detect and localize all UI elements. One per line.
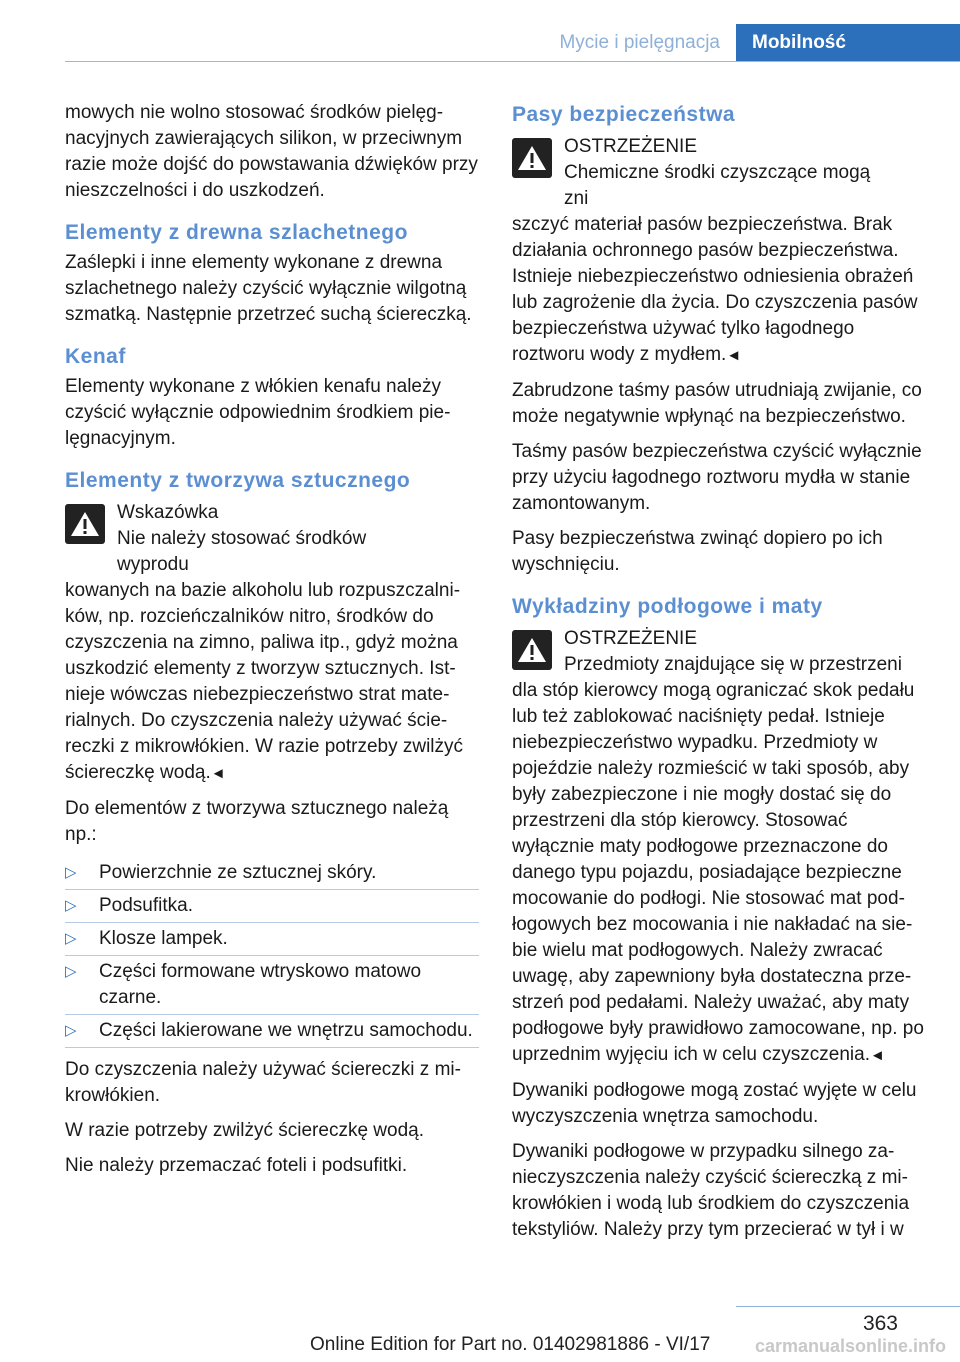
left-column bbox=[65, 100, 479, 1188]
mats-paragraph-1: Dywaniki podłogowe mogą zostać wyjęte w celu wyczyszczenia wnętrza samochodu. bbox=[512, 1080, 917, 1127]
intro-paragraph: mowych nie wolno stosować środków pielęgnacyjnych zawierających silikon, w przeciwnym razie może dojść do powstawania dźwięków przy nieszczelności i do uszkodzeń. bbox=[65, 102, 478, 201]
section-tab[interactable]: Mycie i pielęgnacja bbox=[559, 32, 720, 53]
right-column bbox=[512, 100, 928, 1252]
belts-paragraph-2: Taśmy pasów bezpieczeństwa czyścić wyłącznie przy użyciu łagodnego roztworu mydła w stanie zamontowanym. bbox=[512, 441, 922, 514]
warning-text: dla stóp kierowcy mogą ograniczać skok pedału lub też zablokować naciśnięty pedał. Istnieje niebezpieczeństwo wypadku. Przedmioty w pojeździe należy rozmieścić w taki sposób, aby były zabezpieczone i nie mogły dostać się do przestrzeni dla stóp kierowcy. Stosować wyłącznie maty podłogowe przeznaczone do danego typu pojazdu, posiadające bezpieczne mocowanie do podłogi. Nie stosować mat podłogowych bez mocowania i nie nakładać na siebie wielu mat podłogowych. Należy zwracać uwagę, aby zapewniony była dostateczna przestrzeń pod pedałami. Należy uważać, aby maty podłogowe były prawidłowo zamocowane, np. po uprzednim wyjęciu ich w celu czyszczenia. bbox=[512, 680, 924, 1065]
belts-paragraph-3: Pasy bezpieczeństwa zwinąć dopiero po ich wyschnięciu. bbox=[512, 528, 883, 575]
list-item: ▷ Części formowane wtryskowo matowo czarne. bbox=[65, 956, 479, 1015]
warning-triangle-icon bbox=[65, 504, 105, 544]
plastic-list-intro: Do elementów z tworzywa sztucznego należą np.: bbox=[65, 798, 449, 845]
list-item: ▷ Podsufitka. bbox=[65, 890, 479, 923]
header-divider bbox=[65, 61, 960, 62]
list-item: ▷ Klosze lampek. bbox=[65, 923, 479, 956]
end-mark: ◄ bbox=[869, 1047, 885, 1064]
kenaf-paragraph: Elementy wykonane z włókien kenafu należy czyścić wyłącznie odpowiednim środkiem pielęgnacyjnym. bbox=[65, 376, 451, 449]
notice-text: kowanych na bazie alkoholu lub rozpuszczalników, np. rozcieńczalników nitro, środków do czyszczenia na zimno, paliwa itp., gdyż można uszkodzić elementy z tworzyw sztucznych. Istnieje wówczas niebezpieczeństwo strat materialnych. Do czyszczenia należy używać ściereczki z mikrowłókien. W razie potrzeby zwilżyć ściereczkę wodą. bbox=[65, 580, 464, 783]
warning-title: OSTRZEŻENIE bbox=[564, 136, 698, 157]
warning-title: OSTRZEŻENIE bbox=[564, 628, 698, 649]
list-item: ▷ Powierzchnie ze sztucznej skóry. bbox=[65, 857, 479, 890]
moisten-paragraph: W razie potrzeby zwilżyć ściereczkę wodą. bbox=[65, 1120, 424, 1141]
soak-paragraph: Nie należy przemaczać foteli i podsufitki. bbox=[65, 1155, 408, 1176]
mats-paragraph-2: Dywaniki podłogowe w przypadku silnego zanieczyszczenia należy czyścić ściereczką z mikrowłókien i wodą lub środkiem do czyszczenia tekstyliów. Należy przy tym przecierać w tył i w bbox=[512, 1141, 910, 1240]
warning-lead: Chemiczne środki czyszczące mogą zni bbox=[564, 162, 871, 209]
warning-text: szczyć materiał pasów bezpieczeństwa. Brak działania ochronnego pasów bezpieczeństwa. Istnieje niebezpieczeństwo odniesienia obrażeń lub zagrożenie dla życia. Do czyszczenia pasów bezpieczeństwa używać tylko łagodnego roztworu wody z mydłem. bbox=[512, 214, 918, 365]
watermark: carmanualsonline.info bbox=[754, 1336, 946, 1356]
warning-lead: Przedmioty znajdujące się w przestrzeni bbox=[564, 654, 902, 675]
page-header bbox=[65, 24, 960, 62]
belts-warning bbox=[512, 132, 928, 369]
belts-paragraph-1: Zabrudzone taśmy pasów utrudniają zwijanie, co może negatywnie wpłynąć na bezpieczeństwo. bbox=[512, 380, 922, 427]
kenaf-heading: Kenaf bbox=[65, 345, 126, 368]
chapter-tab[interactable]: Mobilność bbox=[736, 24, 960, 62]
list-item: ▷ Części lakierowane we wnętrzu samochodu. bbox=[65, 1015, 479, 1048]
edition-note: Online Edition for Part no. 01402981886 - VI/17 bbox=[310, 1334, 711, 1355]
plastic-heading: Elementy z tworzywa sztucznego bbox=[65, 469, 411, 492]
end-mark: ◄ bbox=[210, 765, 226, 782]
end-mark: ◄ bbox=[726, 347, 742, 364]
wood-paragraph: Zaślepki i inne elementy wykonane z drewna szlachetnego należy czyścić wyłącznie wilgotną szmatką. Następnie przetrzeć suchą ściereczką. bbox=[65, 252, 472, 325]
microfiber-paragraph: Do czyszczenia należy używać ściereczki z mikrowłókien. bbox=[65, 1059, 461, 1106]
notice-title: Wskazówka bbox=[117, 502, 219, 523]
warning-triangle-icon bbox=[512, 138, 552, 178]
wood-heading: Elementy z drewna szlachetnego bbox=[65, 221, 408, 244]
belts-heading: Pasy bezpieczeństwa bbox=[512, 103, 736, 126]
footer-divider bbox=[736, 1306, 960, 1307]
notice-lead: Nie należy stosować środków wyprodu bbox=[117, 528, 367, 575]
warning-triangle-icon bbox=[512, 630, 552, 670]
page-number: 363 bbox=[862, 1312, 898, 1335]
mats-heading: Wykładziny podłogowe i maty bbox=[512, 595, 823, 618]
plastic-notice bbox=[65, 498, 479, 787]
plastic-parts-list bbox=[65, 857, 479, 1048]
mats-warning bbox=[512, 624, 928, 1069]
